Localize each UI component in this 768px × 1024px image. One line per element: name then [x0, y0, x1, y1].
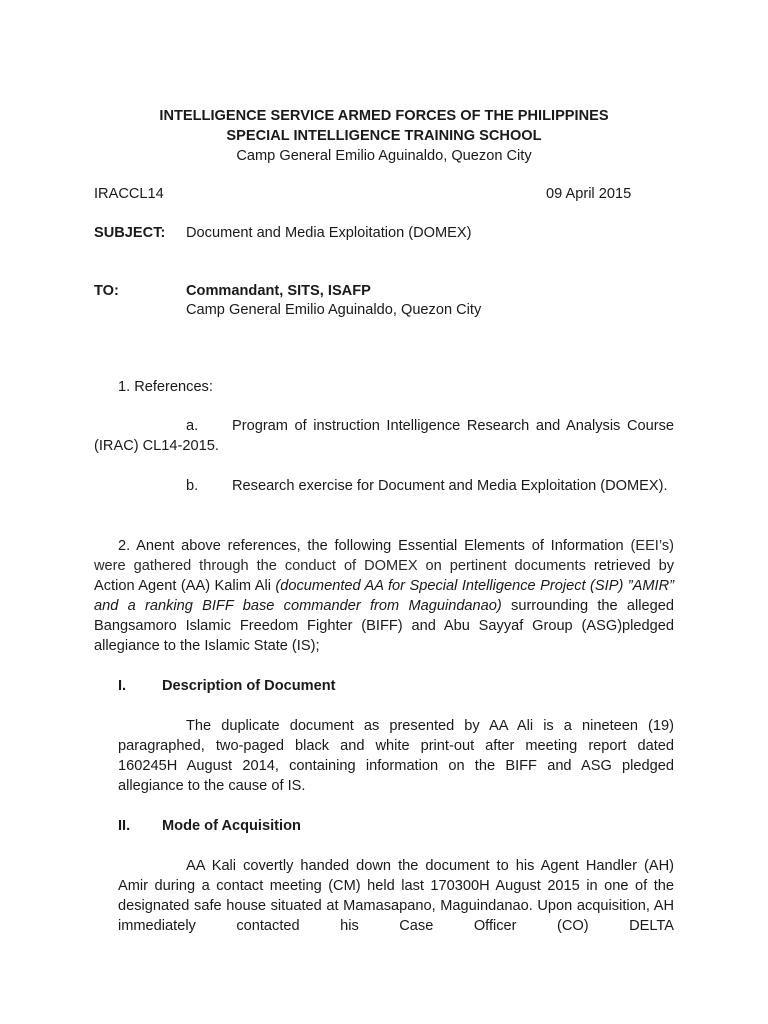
subject-label: SUBJECT:	[94, 225, 166, 241]
references-heading: 1. References:	[118, 379, 213, 395]
reference-a-label: a.	[186, 418, 199, 434]
section-2-number: II.	[118, 818, 131, 834]
paragraph-2-italic: (documented AA for Special Intelligence Project (SIP) ”AMIR”	[275, 578, 674, 594]
header-school-name: SPECIAL INTELLIGENCE TRAINING SCHOOL	[226, 128, 542, 144]
to-label: TO:	[94, 283, 119, 299]
reference-b-label: b.	[186, 478, 199, 494]
paragraph-2-part2: (EEI’s) were gathered through the conduct of DOMEX on pertinent documents	[94, 538, 674, 574]
section-1-number: I.	[118, 678, 127, 694]
section-1-title: Description of Document	[162, 678, 336, 694]
paragraph-2-bold-italic: and a ranking BIFF base commander from Maguindanao)	[94, 598, 502, 614]
paragraph-2	[94, 536, 674, 656]
reference-b-text: Research exercise for Document and Media Exploitation (DOMEX).	[232, 478, 668, 494]
reference-b	[94, 476, 674, 496]
section-1-text: The duplicate document as presented by AA Ali is a nineteen (19) paragraphed, two-paged black and white print-out after meeting report dated 160245H August 2014, containing information on the BIFF and ASG pledged allegiance to the cause of IS.	[118, 718, 674, 794]
addressee-address: Camp General Emilio Aguinaldo, Quezon City	[186, 302, 482, 318]
subject-text: Document and Media Exploitation (DOMEX)	[186, 225, 472, 241]
header-org-name: INTELLIGENCE SERVICE ARMED FORCES OF THE PHILIPPINES	[159, 108, 609, 124]
paragraph-2-part6: surrounding the alleged Bangsamoro Islamic Freedom Fighter (BIFF) and Abu Sayyaf Group (ASG)pledged allegiance to the Islamic State (IS);	[94, 598, 674, 654]
section-1-body	[118, 716, 674, 796]
section-2-body	[118, 856, 674, 936]
document-date: 09 April 2015	[546, 186, 632, 202]
addressee-name: Commandant, SITS, ISAFP	[186, 283, 371, 299]
section-2-text: AA Kali covertly handed down the document to his Agent Handler (AH) Amir during a contact meeting (CM) held last 170300H August 2015 in one of the designated safe house situated at Mamasapano, Maguindanao. Upon acquisition, AH immediately contacted his Case Officer (CO) DELTA	[118, 858, 674, 934]
reference-a-text: Program of instruction Intelligence Research and Analysis Course (IRAC) CL14-2015.	[94, 418, 674, 454]
header-address: Camp General Emilio Aguinaldo, Quezon City	[236, 148, 532, 164]
section-2-title: Mode of Acquisition	[162, 818, 301, 834]
paragraph-2-part3: retrieved by Action Agent (AA) Kalim Ali	[94, 558, 674, 594]
reference-a	[94, 416, 674, 456]
paragraph-2-part1: 2. Anent above references, the following Essential Elements of Information	[118, 538, 624, 554]
reference-code: IRACCL14	[94, 186, 164, 202]
